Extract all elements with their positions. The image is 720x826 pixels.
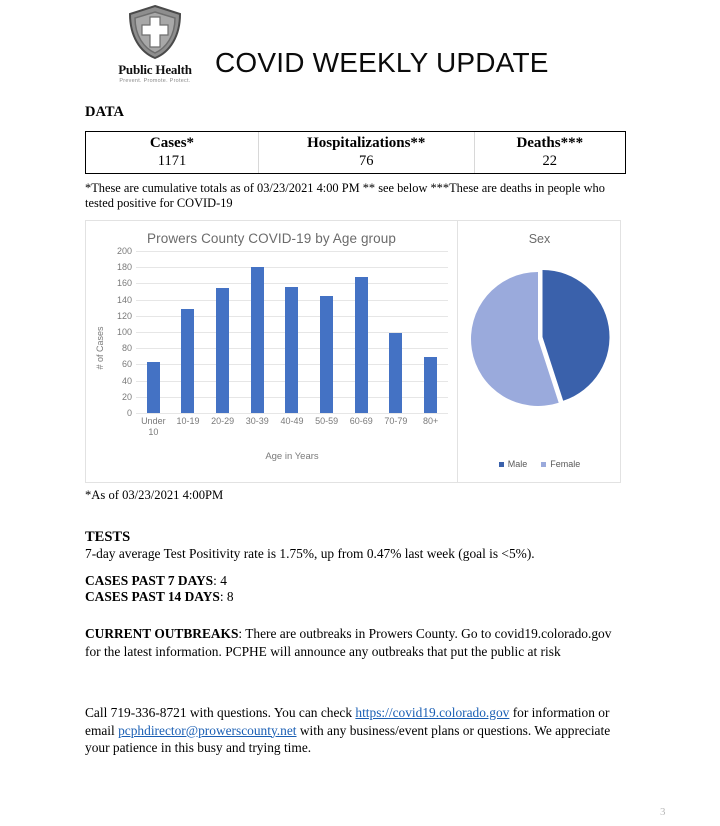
y-axis-tick: 120 [116, 310, 132, 321]
contact-text-part2: for information or email [85, 705, 610, 738]
bar [181, 309, 194, 413]
chart-as-of-note: *As of 03/23/2021 4:00PM [85, 488, 224, 502]
summary-table [85, 131, 626, 174]
bar [424, 357, 437, 413]
pie-chart-plot-area [459, 263, 620, 423]
pie-chart-title: Sex [528, 232, 551, 246]
covid19-colorado-link[interactable]: https://covid19.colorado.gov [355, 705, 510, 720]
x-axis-tick: Under 10 [141, 416, 166, 437]
x-axis-tick: 20-29 [211, 416, 235, 426]
legend-item [499, 459, 528, 469]
summary-table-note: *These are cumulative totals as of 03/23/2021 4:00 PM ** see below ***These are deaths in people who tested positive for COVID-19 [85, 181, 605, 210]
y-axis-tick: 140 [116, 294, 132, 305]
tests-positivity-line: 7-day average Test Positivity rate is 1.75%, up from 0.47% last week (goal is <5%). [85, 546, 535, 561]
legend-item [541, 459, 580, 469]
x-axis-tick: 10-19 [176, 416, 200, 426]
legend-label: Female [550, 459, 581, 469]
bar-chart-plot-area [86, 246, 458, 482]
current-outbreaks-text: : There are outbreaks in Prowers County. Go to covid19.colorado.gov for the latest information. PCPHE will announce any outbreaks that put the public at risk [85, 626, 612, 659]
y-axis-tick: 0 [126, 408, 132, 418]
bar-chart [86, 221, 458, 482]
pie-slice [542, 270, 609, 401]
column-header-deaths: Deaths*** [474, 132, 625, 153]
contact-paragraph [85, 704, 633, 757]
bar-chart-title: Prowers County COVID-19 by Age group [147, 231, 396, 246]
bar [285, 287, 298, 413]
x-axis-tick: 80+ [422, 416, 439, 426]
page-number: 3 [660, 806, 666, 818]
bar [320, 296, 333, 413]
bar-chart-x-axis-label: Age in Years [265, 451, 319, 462]
column-header-hospitalizations: Hospitalizations** [258, 132, 474, 153]
shield-cross-icon [103, 4, 207, 62]
table-header-row [86, 132, 625, 153]
contact-text-part1: Call 719-336-8721 with questions. You can check [85, 705, 356, 720]
bar [355, 277, 368, 413]
bar [389, 333, 402, 413]
current-outbreaks-paragraph [85, 625, 630, 660]
y-axis-tick: 40 [121, 375, 132, 386]
bar-chart-y-axis-ticks [102, 246, 132, 418]
pcph-director-email-link[interactable]: pcphdirector@prowerscounty.net [118, 722, 297, 738]
y-axis-tick: 60 [121, 359, 132, 370]
x-axis-tick: 60-69 [349, 416, 373, 426]
y-axis-tick: 100 [116, 327, 132, 337]
y-axis-tick: 80 [121, 343, 132, 354]
legend-swatch [541, 462, 546, 467]
cases-past-7-days-label: CASES PAST 7 DAYS [85, 573, 214, 588]
bar [251, 267, 264, 413]
public-health-logo [103, 4, 207, 88]
bar [147, 362, 160, 413]
y-axis-tick: 160 [116, 278, 132, 289]
bar-chart-bars [136, 251, 448, 413]
contact-text-part3: with any business/event plans or questions. We appreciate your patience in this busy and trying time. [85, 722, 611, 755]
bar-chart-y-axis-label: # of Cases [95, 326, 105, 370]
section-label-data: DATA [85, 104, 124, 120]
logo-name: Public Health [118, 62, 192, 77]
cases-past-7-days-value: : 4 [213, 573, 227, 588]
current-outbreaks-label: CURRENT OUTBREAKS [85, 626, 239, 641]
charts-panel [85, 220, 621, 483]
y-axis-tick: 200 [116, 246, 132, 256]
pie-chart [459, 221, 620, 482]
x-axis-tick: 70-79 [384, 416, 408, 426]
pie-chart-legend [459, 459, 620, 469]
cases-past-14-days-label: CASES PAST 14 DAYS [85, 589, 220, 604]
document-header [85, 4, 630, 96]
legend-label: Male [507, 459, 528, 469]
cases-past-7-days [85, 572, 227, 590]
page-title: COVID WEEKLY UPDATE [215, 47, 549, 78]
cases-past-14-days-value: : 8 [219, 589, 234, 604]
gridline [136, 413, 448, 414]
bar [216, 288, 229, 413]
section-label-tests: TESTS [85, 529, 131, 545]
column-header-cases: Cases* [86, 132, 258, 153]
table-row [86, 153, 625, 173]
cell-cases-value: 1171 [86, 153, 258, 173]
cell-hospitalizations-value: 76 [258, 153, 474, 173]
bar-chart-x-axis-ticks [136, 416, 448, 438]
logo-tagline: Prevent. Promote. Protect. [119, 78, 191, 84]
legend-swatch [499, 462, 504, 467]
x-axis-tick: 40-49 [280, 416, 304, 426]
x-axis-tick: 30-39 [245, 416, 269, 426]
y-axis-tick: 180 [116, 262, 132, 273]
cases-past-14-days [85, 588, 234, 606]
x-axis-tick: 50-59 [315, 416, 339, 426]
cell-deaths-value: 22 [474, 153, 625, 173]
y-axis-tick: 20 [121, 391, 132, 402]
